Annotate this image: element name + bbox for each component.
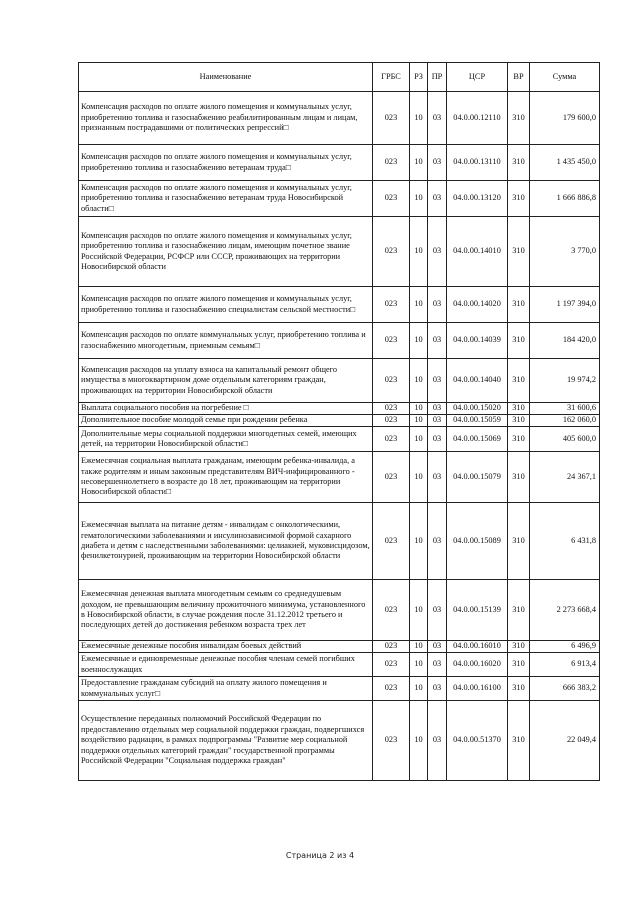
row-pr-cell: 03 (428, 217, 447, 287)
row-name-cell: Компенсация расходов по оплате жилого помещения и коммунальных услуг, приобретению топлива и газоснабжению специалистам сельской местности□ (79, 287, 373, 323)
row-rz-cell: 10 (410, 677, 428, 701)
row-grbs-cell: 023 (373, 181, 410, 217)
row-pr-cell: 03 (428, 653, 447, 677)
row-vr-cell: 310 (508, 415, 530, 427)
row-csr-cell: 04.0.00.16100 (447, 677, 508, 701)
row-grbs-cell: 023 (373, 145, 410, 181)
row-sum-cell: 6 431,8 (530, 503, 600, 580)
row-vr-cell: 310 (508, 217, 530, 287)
row-rz-cell: 10 (410, 427, 428, 452)
row-vr-cell: 310 (508, 145, 530, 181)
row-grbs-cell: 023 (373, 427, 410, 452)
table-row (79, 677, 600, 701)
row-vr-cell: 310 (508, 580, 530, 641)
row-rz-cell: 10 (410, 503, 428, 580)
row-pr-cell: 03 (428, 181, 447, 217)
table-row (79, 217, 600, 287)
header-vr: ВР (508, 63, 530, 92)
row-sum-cell: 2 273 668,4 (530, 580, 600, 641)
table-row (79, 427, 600, 452)
row-name-cell: Выплата социального пособия на погребение □ (79, 403, 373, 415)
budget-table (78, 62, 600, 781)
row-rz-cell: 10 (410, 415, 428, 427)
row-sum-cell: 179 600,0 (530, 92, 600, 145)
row-name-cell: Предоставление гражданам субсидий на оплату жилого помещения и коммунальных услуг□ (79, 677, 373, 701)
row-sum-cell: 1 435 450,0 (530, 145, 600, 181)
row-rz-cell: 10 (410, 452, 428, 503)
header-rz: РЗ (410, 63, 428, 92)
row-pr-cell: 03 (428, 287, 447, 323)
row-rz-cell: 10 (410, 323, 428, 359)
row-pr-cell: 03 (428, 92, 447, 145)
row-pr-cell: 03 (428, 359, 447, 403)
row-sum-cell: 162 060,0 (530, 415, 600, 427)
row-rz-cell: 10 (410, 580, 428, 641)
table-row (79, 181, 600, 217)
row-vr-cell: 310 (508, 677, 530, 701)
row-csr-cell: 04.0.00.12110 (447, 92, 508, 145)
row-grbs-cell: 023 (373, 287, 410, 323)
row-rz-cell: 10 (410, 217, 428, 287)
header-pr: ПР (428, 63, 447, 92)
row-grbs-cell: 023 (373, 580, 410, 641)
row-rz-cell: 10 (410, 701, 428, 781)
row-vr-cell: 310 (508, 287, 530, 323)
row-csr-cell: 04.0.00.14010 (447, 217, 508, 287)
row-csr-cell: 04.0.00.14039 (447, 323, 508, 359)
row-grbs-cell: 023 (373, 452, 410, 503)
row-sum-cell: 1 197 394,0 (530, 287, 600, 323)
table-row (79, 359, 600, 403)
row-sum-cell: 405 600,0 (530, 427, 600, 452)
row-sum-cell: 6 496,9 (530, 641, 600, 653)
row-name-cell: Ежемесячная выплата на питание детям - инвалидам с онкологическими, гематологическими заболеваниями и инсулинозависимой формой сахарного диабета и детям с наследственными заболеваниями: целиакией, муковисцидозом, фенилкетонурией, проживающим на территории Новосибирской области (79, 503, 373, 580)
table-row (79, 580, 600, 641)
table-row (79, 145, 600, 181)
row-sum-cell: 31 600,6 (530, 403, 600, 415)
row-pr-cell: 03 (428, 145, 447, 181)
row-name-cell: Компенсация расходов по оплате жилого помещения и коммунальных услуг, приобретению топлива и газоснабжению лицам, имеющим почетное звание Российской Федерации, РСФСР или СССР, проживающих на территории Новосибирской области (79, 217, 373, 287)
table-row (79, 92, 600, 145)
row-name-cell: Компенсация расходов по оплате жилого помещения и коммунальных услуг, приобретению топлива и газоснабжению реабилитированным лицам и лицам, признанным пострадавшими от политических репрессий□ (79, 92, 373, 145)
row-grbs-cell: 023 (373, 415, 410, 427)
row-grbs-cell: 023 (373, 323, 410, 359)
row-grbs-cell: 023 (373, 653, 410, 677)
row-sum-cell: 666 383,2 (530, 677, 600, 701)
row-grbs-cell: 023 (373, 403, 410, 415)
page-number: Страница 2 из 4 (285, 851, 355, 860)
row-csr-cell: 04.0.00.15059 (447, 415, 508, 427)
row-rz-cell: 10 (410, 145, 428, 181)
row-name-cell: Дополнительное пособие молодой семье при рождении ребенка (79, 415, 373, 427)
row-sum-cell: 1 666 886,8 (530, 181, 600, 217)
row-pr-cell: 03 (428, 503, 447, 580)
row-sum-cell: 19 974,2 (530, 359, 600, 403)
table-body (79, 92, 600, 781)
row-name-cell: Компенсация расходов на уплату взноса на капитальный ремонт общего имущества в многоквартирном доме отдельным категориям граждан, проживающих на территории Новосибирской области (79, 359, 373, 403)
row-pr-cell: 03 (428, 677, 447, 701)
row-pr-cell: 03 (428, 580, 447, 641)
row-rz-cell: 10 (410, 403, 428, 415)
row-csr-cell: 04.0.00.16020 (447, 653, 508, 677)
row-vr-cell: 310 (508, 503, 530, 580)
row-csr-cell: 04.0.00.14020 (447, 287, 508, 323)
budget-table-sheet (78, 62, 599, 781)
header-sum: Сумма (530, 63, 600, 92)
row-pr-cell: 03 (428, 427, 447, 452)
row-vr-cell: 310 (508, 403, 530, 415)
row-rz-cell: 10 (410, 287, 428, 323)
row-name-cell: Ежемесячная социальная выплата гражданам, имеющим ребенка-инвалида, а также родителям и иным законным представителям ВИЧ-инфицированного - несовершеннолетнего в возрасте до 18 лет, проживающим на территории Новосибирской области□ (79, 452, 373, 503)
row-vr-cell: 310 (508, 323, 530, 359)
row-sum-cell: 3 770,0 (530, 217, 600, 287)
row-name-cell: Компенсация расходов по оплате жилого помещения и коммунальных услуг, приобретению топлива и газоснабжению ветеранам труда□ (79, 145, 373, 181)
row-vr-cell: 310 (508, 641, 530, 653)
row-csr-cell: 04.0.00.15079 (447, 452, 508, 503)
row-rz-cell: 10 (410, 181, 428, 217)
table-row (79, 701, 600, 781)
row-name-cell: Дополнительные меры социальной поддержки многодетных семей, имеющих детей, на территории Новосибирской области□ (79, 427, 373, 452)
row-name-cell: Компенсация расходов по оплате коммунальных услуг, приобретению топлива и газоснабжению многодетным, приемным семьям□ (79, 323, 373, 359)
row-grbs-cell: 023 (373, 359, 410, 403)
row-vr-cell: 310 (508, 359, 530, 403)
row-csr-cell: 04.0.00.15089 (447, 503, 508, 580)
table-header-row (79, 63, 600, 92)
row-vr-cell: 310 (508, 653, 530, 677)
row-name-cell: Ежемесячные денежные пособия инвалидам боевых действий (79, 641, 373, 653)
header-grbs: ГРБС (373, 63, 410, 92)
table-row (79, 403, 600, 415)
row-pr-cell: 03 (428, 415, 447, 427)
row-sum-cell: 22 049,4 (530, 701, 600, 781)
row-csr-cell: 04.0.00.15069 (447, 427, 508, 452)
row-rz-cell: 10 (410, 359, 428, 403)
table-row (79, 641, 600, 653)
row-csr-cell: 04.0.00.13120 (447, 181, 508, 217)
row-grbs-cell: 023 (373, 92, 410, 145)
row-csr-cell: 04.0.00.51370 (447, 701, 508, 781)
row-pr-cell: 03 (428, 641, 447, 653)
row-grbs-cell: 023 (373, 677, 410, 701)
row-csr-cell: 04.0.00.13110 (447, 145, 508, 181)
row-csr-cell: 04.0.00.16010 (447, 641, 508, 653)
row-grbs-cell: 023 (373, 217, 410, 287)
row-pr-cell: 03 (428, 403, 447, 415)
row-pr-cell: 03 (428, 701, 447, 781)
row-grbs-cell: 023 (373, 503, 410, 580)
table-row (79, 415, 600, 427)
row-rz-cell: 10 (410, 641, 428, 653)
row-name-cell: Ежемесячные и единовременные денежные пособия членам семей погибших военнослужащих (79, 653, 373, 677)
row-name-cell: Ежемесячная денежная выплата многодетным семьям со среднедушевым доходом, не превышающим величину прожиточного минимума, установленного в Новосибирской области, в случае рождения после 31.12.2012 третьего и последующих детей до достижения ребенком возраста трех лет (79, 580, 373, 641)
row-sum-cell: 24 367,1 (530, 452, 600, 503)
row-vr-cell: 310 (508, 92, 530, 145)
table-row (79, 653, 600, 677)
row-grbs-cell: 023 (373, 701, 410, 781)
row-pr-cell: 03 (428, 323, 447, 359)
row-name-cell: Компенсация расходов по оплате жилого помещения и коммунальных услуг, приобретению топлива и газоснабжению ветеранам труда Новосибирской области□ (79, 181, 373, 217)
row-name-cell: Осуществление переданных полномочий Российской Федерации по предоставлению отдельных мер социальной поддержки граждан, подвергшихся воздействию радиации, в рамках подпрограммы "Развитие мер социальной поддержки отдельных категорий граждан" государственной программы Российской Федерации "Социальная поддержка граждан" (79, 701, 373, 781)
row-sum-cell: 184 420,0 (530, 323, 600, 359)
row-vr-cell: 310 (508, 427, 530, 452)
row-grbs-cell: 023 (373, 641, 410, 653)
table-row (79, 287, 600, 323)
row-csr-cell: 04.0.00.15020 (447, 403, 508, 415)
header-csr: ЦСР (447, 63, 508, 92)
header-name: Наименование (79, 63, 373, 92)
row-rz-cell: 10 (410, 653, 428, 677)
row-vr-cell: 310 (508, 701, 530, 781)
row-csr-cell: 04.0.00.14040 (447, 359, 508, 403)
row-pr-cell: 03 (428, 452, 447, 503)
table-row (79, 452, 600, 503)
table-row (79, 503, 600, 580)
row-sum-cell: 6 913,4 (530, 653, 600, 677)
row-vr-cell: 310 (508, 181, 530, 217)
table-row (79, 323, 600, 359)
row-csr-cell: 04.0.00.15139 (447, 580, 508, 641)
row-vr-cell: 310 (508, 452, 530, 503)
row-rz-cell: 10 (410, 92, 428, 145)
